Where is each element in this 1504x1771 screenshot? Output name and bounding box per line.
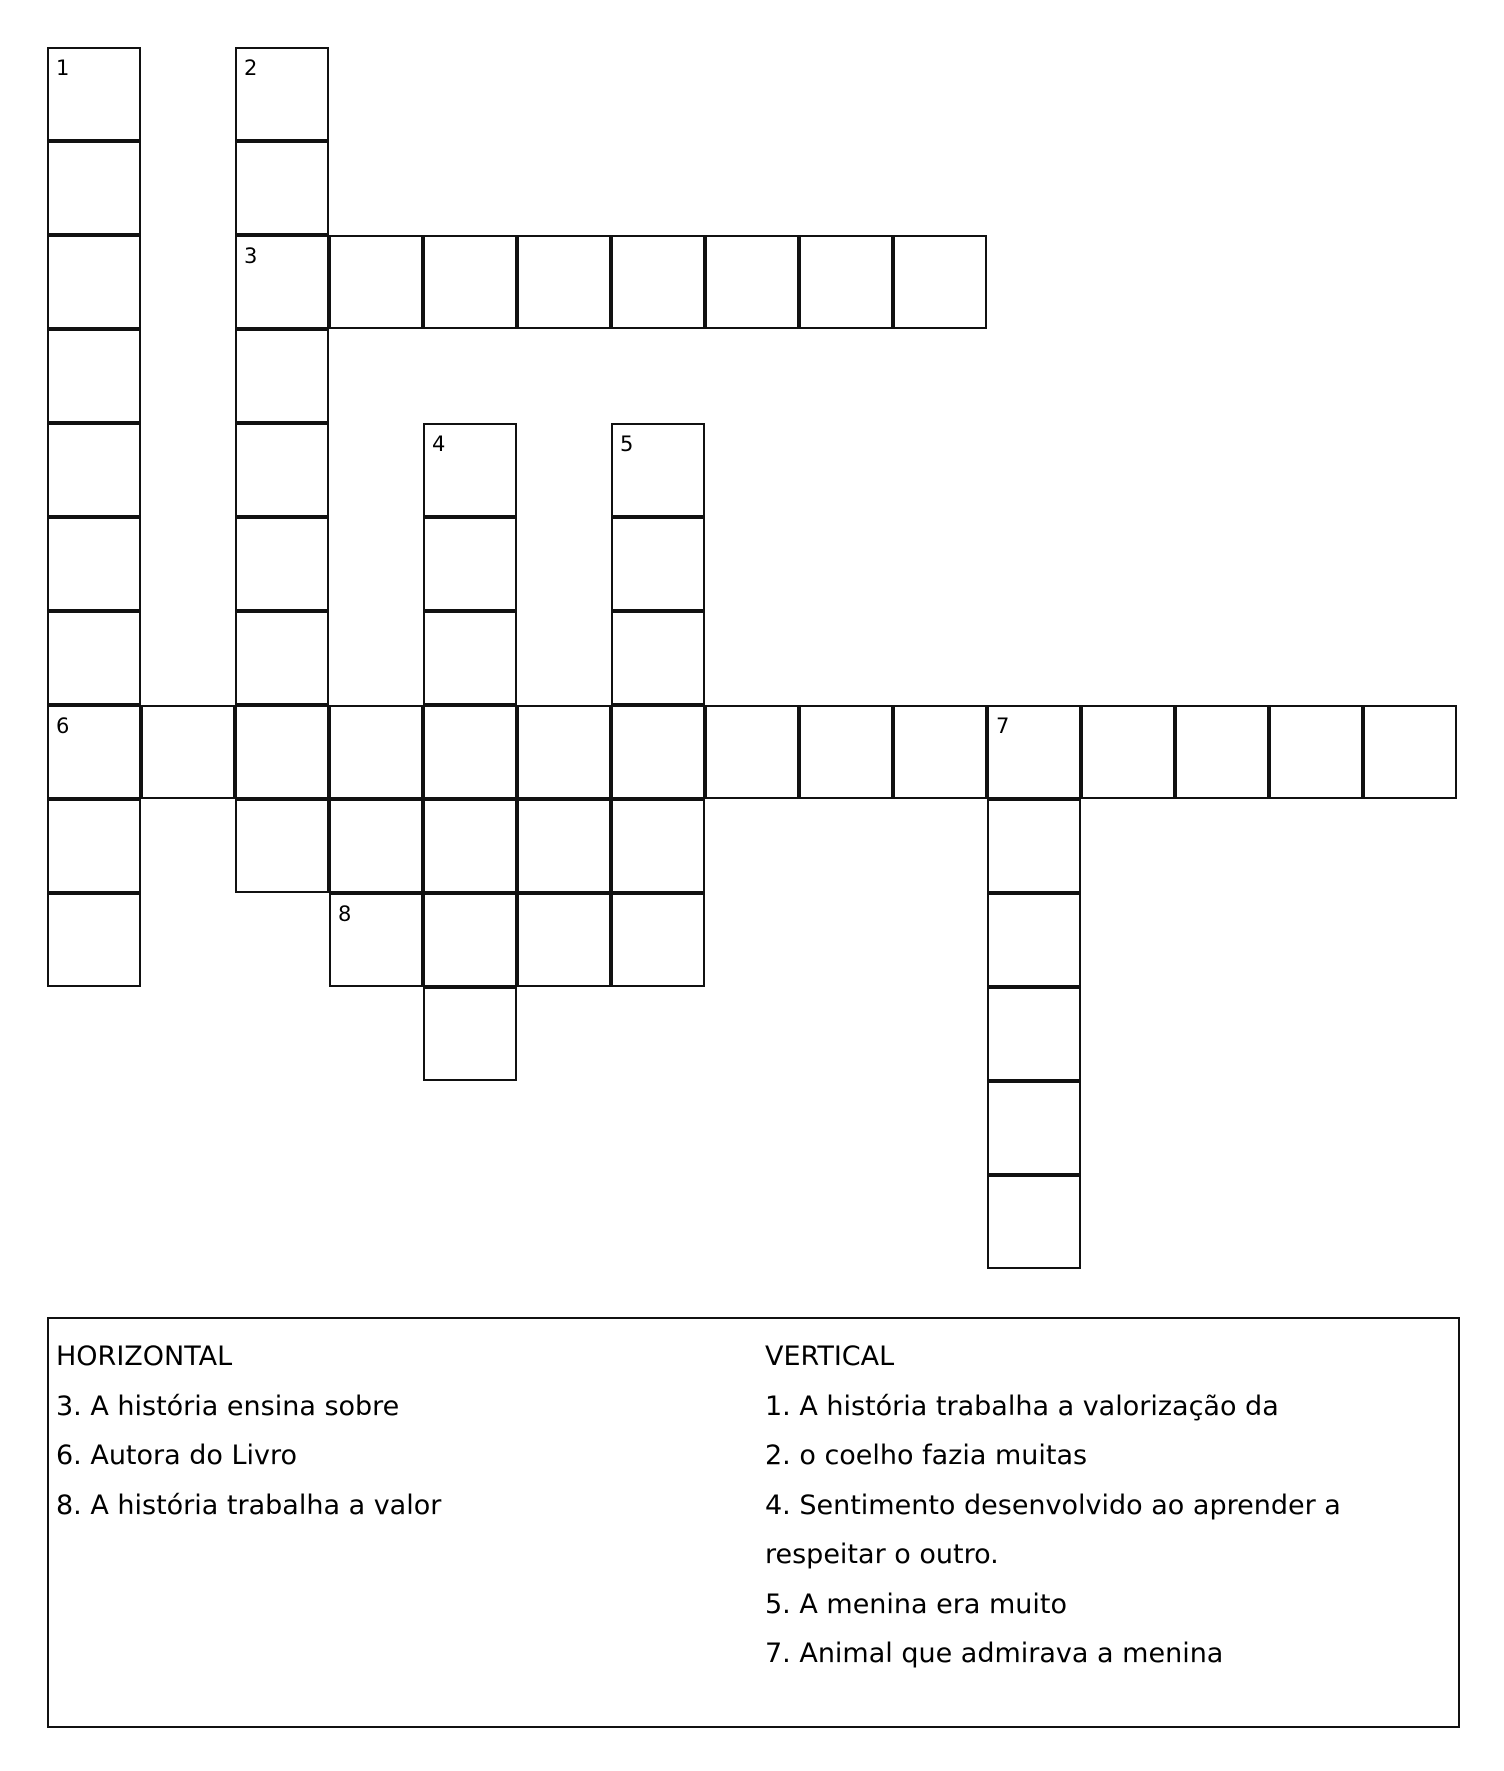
grid-cell[interactable] xyxy=(329,893,423,987)
grid-cell[interactable] xyxy=(423,423,517,517)
horizontal-clue-6: 6. Autora do Livro xyxy=(56,1440,298,1471)
grid-cell[interactable] xyxy=(1175,705,1269,799)
horizontal-clue-3: 3. A história ensina sobre xyxy=(56,1390,400,1422)
grid-cell[interactable] xyxy=(235,235,329,329)
vertical-clue-1: 1. A história trabalha a valorização da xyxy=(765,1390,1279,1422)
grid-cell[interactable] xyxy=(705,705,799,799)
grid-cell[interactable] xyxy=(611,799,705,893)
grid-cell[interactable] xyxy=(893,235,987,329)
grid-cell[interactable] xyxy=(423,705,517,799)
grid-cell[interactable] xyxy=(799,235,893,329)
clue-number: 7 xyxy=(996,714,1010,738)
grid-cell[interactable] xyxy=(987,1081,1081,1175)
clue-number: 1 xyxy=(56,56,70,80)
vertical-clue-2: 2. o coelho fazia muitas xyxy=(765,1440,1088,1471)
grid-cell[interactable] xyxy=(47,235,141,329)
vertical-clue-4: 4. Sentimento desenvolvido ao aprender a xyxy=(765,1489,1341,1521)
grid-cell[interactable] xyxy=(47,141,141,235)
grid-cell[interactable] xyxy=(517,893,611,987)
clue-number: 5 xyxy=(620,432,634,456)
grid-cell[interactable] xyxy=(423,235,517,329)
grid-cell[interactable] xyxy=(47,47,141,141)
grid-cell[interactable] xyxy=(517,705,611,799)
grid-cell[interactable] xyxy=(611,423,705,517)
vertical-clue-5: 5. A menina era muito xyxy=(765,1588,1068,1620)
clue-number: 3 xyxy=(244,244,258,268)
grid-cell[interactable] xyxy=(987,799,1081,893)
grid-cell[interactable] xyxy=(423,611,517,705)
grid-cell[interactable] xyxy=(235,705,329,799)
grid-cell[interactable] xyxy=(47,611,141,705)
clue-number: 8 xyxy=(338,902,352,926)
grid-cell[interactable] xyxy=(47,517,141,611)
grid-cell[interactable] xyxy=(517,235,611,329)
grid-cell[interactable] xyxy=(47,893,141,987)
horizontal-clue-8: 8. A história trabalha a valor xyxy=(56,1489,442,1521)
grid-cell[interactable] xyxy=(47,799,141,893)
grid-cell[interactable] xyxy=(987,893,1081,987)
clue-number: 4 xyxy=(432,432,446,456)
grid-cell[interactable] xyxy=(1269,705,1363,799)
grid-cell[interactable] xyxy=(235,47,329,141)
grid-cell[interactable] xyxy=(235,141,329,235)
grid-cell[interactable] xyxy=(987,705,1081,799)
grid-cell[interactable] xyxy=(235,611,329,705)
grid-cell[interactable] xyxy=(141,705,235,799)
grid-cell[interactable] xyxy=(423,987,517,1081)
grid-cell[interactable] xyxy=(47,705,141,799)
grid-cell[interactable] xyxy=(611,611,705,705)
grid-cell[interactable] xyxy=(329,235,423,329)
grid-cell[interactable] xyxy=(235,799,329,893)
clues-box xyxy=(47,1317,1460,1728)
grid-cell[interactable] xyxy=(611,893,705,987)
clue-number: 6 xyxy=(56,714,70,738)
grid-cell[interactable] xyxy=(235,329,329,423)
grid-cell[interactable] xyxy=(705,235,799,329)
grid-cell[interactable] xyxy=(423,893,517,987)
grid-cell[interactable] xyxy=(1363,705,1457,799)
horizontal-clues xyxy=(56,1332,746,1530)
vertical-clue-4-continued: respeitar o outro. xyxy=(765,1539,999,1570)
horizontal-clues-title: HORIZONTAL xyxy=(56,1341,233,1372)
grid-cell[interactable] xyxy=(423,517,517,611)
grid-cell[interactable] xyxy=(329,799,423,893)
grid-cell[interactable] xyxy=(47,329,141,423)
grid-cell[interactable] xyxy=(611,517,705,611)
vertical-clues xyxy=(765,1332,1405,1679)
grid-cell[interactable] xyxy=(799,705,893,799)
grid-cell[interactable] xyxy=(1081,705,1175,799)
grid-cell[interactable] xyxy=(611,705,705,799)
vertical-clues-title: VERTICAL xyxy=(765,1341,895,1372)
grid-cell[interactable] xyxy=(987,1175,1081,1269)
grid-cell[interactable] xyxy=(423,799,517,893)
grid-cell[interactable] xyxy=(329,705,423,799)
grid-cell[interactable] xyxy=(611,235,705,329)
grid-cell[interactable] xyxy=(235,423,329,517)
vertical-clue-7: 7. Animal que admirava a menina xyxy=(765,1638,1224,1669)
grid-cell[interactable] xyxy=(517,799,611,893)
grid-cell[interactable] xyxy=(987,987,1081,1081)
grid-cell[interactable] xyxy=(235,517,329,611)
grid-cell[interactable] xyxy=(47,423,141,517)
clue-number: 2 xyxy=(244,56,258,80)
grid-cell[interactable] xyxy=(893,705,987,799)
